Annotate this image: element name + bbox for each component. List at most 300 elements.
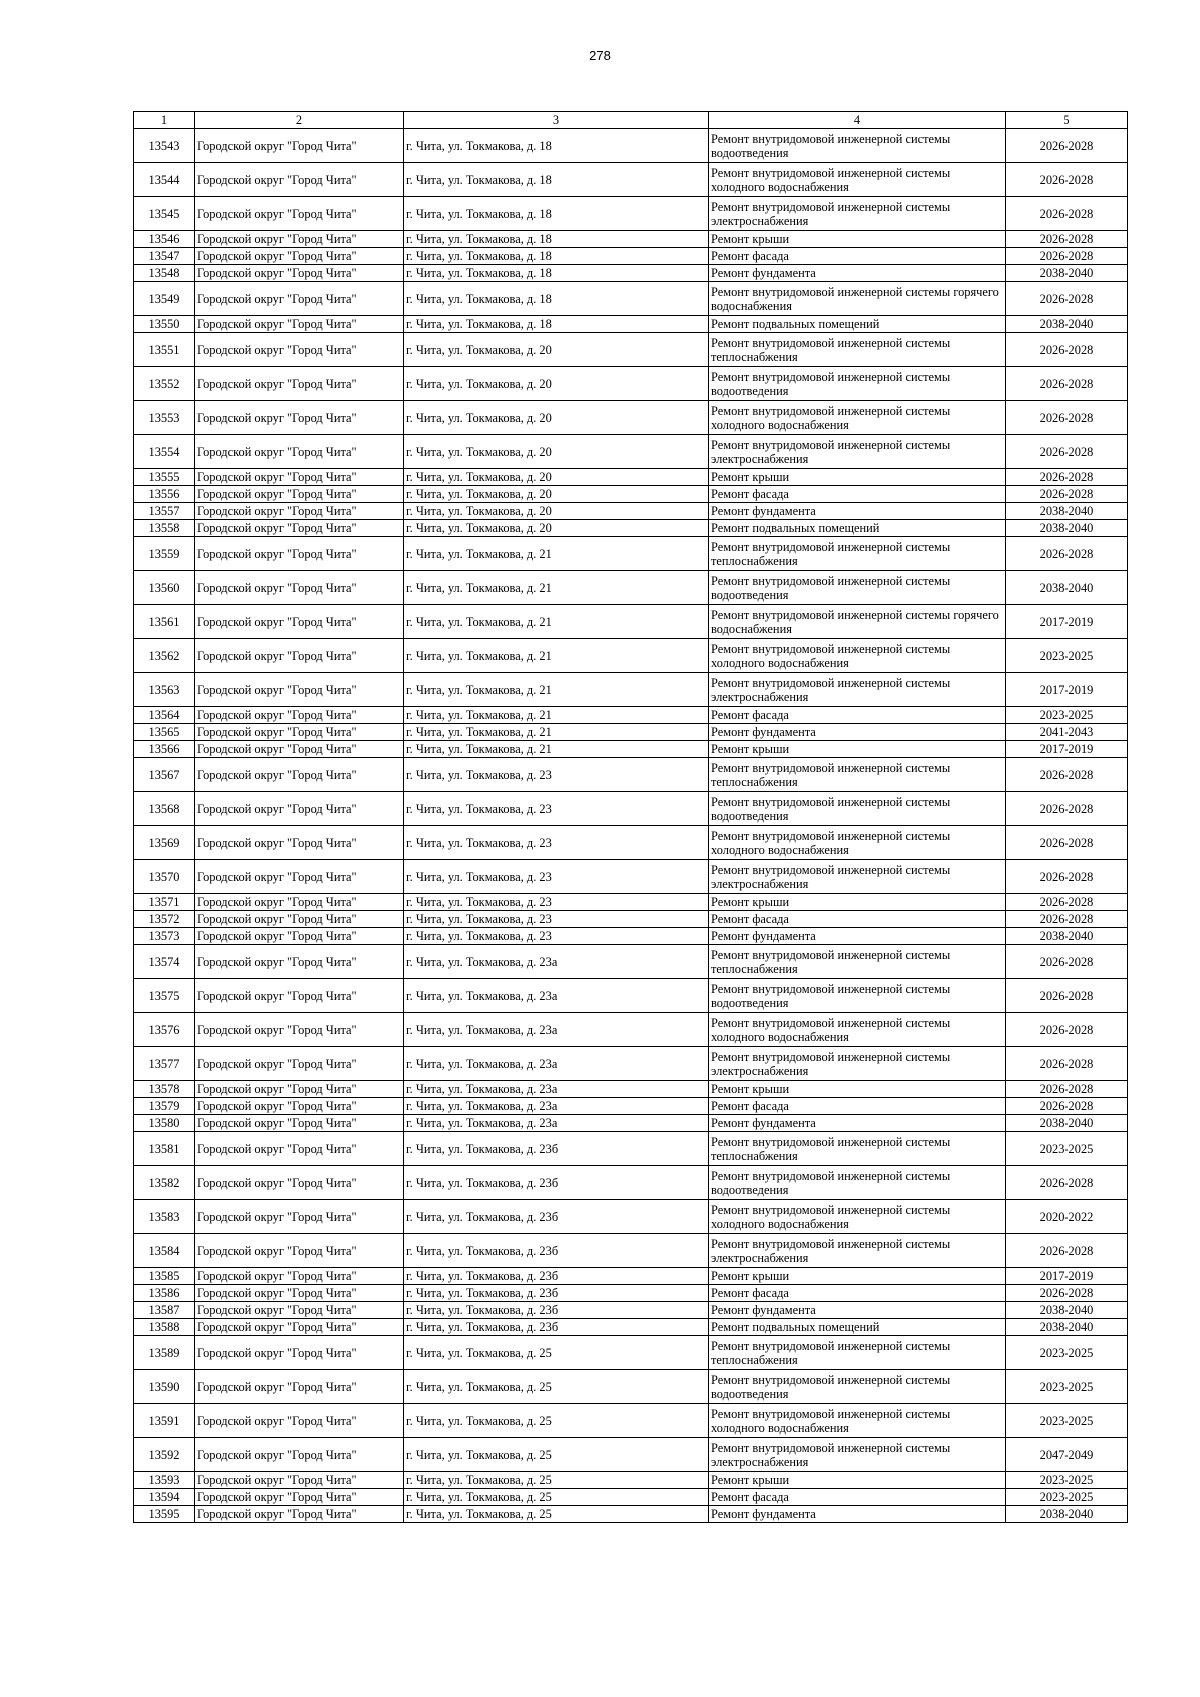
table-row (134, 1047, 1128, 1081)
row-number: 13570 (134, 860, 195, 894)
address-cell: г. Чита, ул. Токмакова, д. 20 (404, 486, 709, 503)
municipality-cell: Городской округ "Город Чита" (195, 282, 404, 316)
address-cell: г. Чита, ул. Токмакова, д. 20 (404, 333, 709, 367)
row-number: 13594 (134, 1489, 195, 1506)
work-type-cell: Ремонт крыши (709, 231, 1006, 248)
table-row (134, 1370, 1128, 1404)
row-number: 13574 (134, 945, 195, 979)
municipality-cell: Городской округ "Город Чита" (195, 1302, 404, 1319)
row-number: 13582 (134, 1166, 195, 1200)
row-number: 13555 (134, 469, 195, 486)
period-cell: 2017-2019 (1006, 1268, 1128, 1285)
period-cell: 2026-2028 (1006, 945, 1128, 979)
municipality-cell: Городской округ "Город Чита" (195, 792, 404, 826)
address-cell: г. Чита, ул. Токмакова, д. 21 (404, 605, 709, 639)
column-header: 5 (1006, 112, 1128, 129)
row-number: 13554 (134, 435, 195, 469)
work-type-cell: Ремонт подвальных помещений (709, 1319, 1006, 1336)
work-type-cell: Ремонт внутридомовой инженерной системы электроснабжения (709, 435, 1006, 469)
table-row (134, 537, 1128, 571)
work-type-cell: Ремонт внутридомовой инженерной системы холодного водоснабжения (709, 401, 1006, 435)
work-type-cell: Ремонт фасада (709, 486, 1006, 503)
municipality-cell: Городской округ "Город Чита" (195, 520, 404, 537)
row-number: 13573 (134, 928, 195, 945)
address-cell: г. Чита, ул. Токмакова, д. 23 (404, 860, 709, 894)
address-cell: г. Чита, ул. Токмакова, д. 23 (404, 894, 709, 911)
address-cell: г. Чита, ул. Токмакова, д. 23 (404, 826, 709, 860)
row-number: 13577 (134, 1047, 195, 1081)
work-type-cell: Ремонт фундамента (709, 724, 1006, 741)
period-cell: 2026-2028 (1006, 826, 1128, 860)
row-number: 13580 (134, 1115, 195, 1132)
municipality-cell: Городской округ "Город Чита" (195, 503, 404, 520)
work-type-cell: Ремонт фасада (709, 248, 1006, 265)
address-cell: г. Чита, ул. Токмакова, д. 23б (404, 1132, 709, 1166)
period-cell: 2026-2028 (1006, 129, 1128, 163)
municipality-cell: Городской округ "Город Чита" (195, 316, 404, 333)
work-type-cell: Ремонт крыши (709, 1472, 1006, 1489)
work-type-cell: Ремонт фундамента (709, 928, 1006, 945)
work-type-cell: Ремонт внутридомовой инженерной системы холодного водоснабжения (709, 1200, 1006, 1234)
municipality-cell: Городской округ "Город Чита" (195, 1013, 404, 1047)
municipality-cell: Городской округ "Город Чита" (195, 1370, 404, 1404)
address-cell: г. Чита, ул. Токмакова, д. 23а (404, 1098, 709, 1115)
municipality-cell: Городской округ "Город Чита" (195, 129, 404, 163)
table-row (134, 741, 1128, 758)
address-cell: г. Чита, ул. Токмакова, д. 23а (404, 1115, 709, 1132)
work-type-cell: Ремонт крыши (709, 1268, 1006, 1285)
period-cell: 2020-2022 (1006, 1200, 1128, 1234)
address-cell: г. Чита, ул. Токмакова, д. 25 (404, 1472, 709, 1489)
row-number: 13583 (134, 1200, 195, 1234)
address-cell: г. Чита, ул. Токмакова, д. 18 (404, 129, 709, 163)
period-cell: 2038-2040 (1006, 265, 1128, 282)
row-number: 13549 (134, 282, 195, 316)
address-cell: г. Чита, ул. Токмакова, д. 23 (404, 928, 709, 945)
address-cell: г. Чита, ул. Токмакова, д. 18 (404, 163, 709, 197)
address-cell: г. Чита, ул. Токмакова, д. 20 (404, 367, 709, 401)
period-cell: 2023-2025 (1006, 1489, 1128, 1506)
municipality-cell: Городской округ "Город Чита" (195, 1336, 404, 1370)
work-type-cell: Ремонт внутридомовой инженерной системы электроснабжения (709, 1438, 1006, 1472)
table-row (134, 1081, 1128, 1098)
work-type-cell: Ремонт фундамента (709, 1302, 1006, 1319)
work-type-cell: Ремонт внутридомовой инженерной системы электроснабжения (709, 673, 1006, 707)
work-type-cell: Ремонт фасада (709, 1285, 1006, 1302)
address-cell: г. Чита, ул. Токмакова, д. 23а (404, 1047, 709, 1081)
municipality-cell: Городской округ "Город Чита" (195, 1166, 404, 1200)
address-cell: г. Чита, ул. Токмакова, д. 23б (404, 1234, 709, 1268)
period-cell: 2026-2028 (1006, 1013, 1128, 1047)
period-cell: 2038-2040 (1006, 1319, 1128, 1336)
address-cell: г. Чита, ул. Токмакова, д. 21 (404, 571, 709, 605)
row-number: 13551 (134, 333, 195, 367)
table-row (134, 1472, 1128, 1489)
address-cell: г. Чита, ул. Токмакова, д. 20 (404, 401, 709, 435)
period-cell: 2023-2025 (1006, 1370, 1128, 1404)
address-cell: г. Чита, ул. Токмакова, д. 20 (404, 469, 709, 486)
table-row (134, 605, 1128, 639)
row-number: 13561 (134, 605, 195, 639)
municipality-cell: Городской округ "Город Чита" (195, 1285, 404, 1302)
period-cell: 2026-2028 (1006, 911, 1128, 928)
municipality-cell: Городской округ "Город Чита" (195, 979, 404, 1013)
capital-repair-table (133, 111, 1128, 1523)
table-row (134, 911, 1128, 928)
row-number: 13545 (134, 197, 195, 231)
municipality-cell: Городской округ "Город Чита" (195, 163, 404, 197)
municipality-cell: Городской округ "Город Чита" (195, 1047, 404, 1081)
row-number: 13587 (134, 1302, 195, 1319)
work-type-cell: Ремонт фундамента (709, 265, 1006, 282)
period-cell: 2026-2028 (1006, 248, 1128, 265)
work-type-cell: Ремонт внутридомовой инженерной системы водоотведения (709, 1370, 1006, 1404)
municipality-cell: Городской округ "Город Чита" (195, 1472, 404, 1489)
page-number: 278 (589, 48, 611, 63)
column-number-row (134, 112, 1128, 129)
period-cell: 2026-2028 (1006, 860, 1128, 894)
period-cell: 2017-2019 (1006, 673, 1128, 707)
municipality-cell: Городской округ "Город Чита" (195, 1115, 404, 1132)
address-cell: г. Чита, ул. Токмакова, д. 25 (404, 1506, 709, 1523)
municipality-cell: Городской округ "Город Чита" (195, 248, 404, 265)
row-number: 13579 (134, 1098, 195, 1115)
address-cell: г. Чита, ул. Токмакова, д. 20 (404, 503, 709, 520)
period-cell: 2017-2019 (1006, 605, 1128, 639)
municipality-cell: Городской округ "Город Чита" (195, 435, 404, 469)
table-row (134, 401, 1128, 435)
address-cell: г. Чита, ул. Токмакова, д. 21 (404, 724, 709, 741)
municipality-cell: Городской округ "Город Чита" (195, 826, 404, 860)
row-number: 13543 (134, 129, 195, 163)
work-type-cell: Ремонт крыши (709, 741, 1006, 758)
row-number: 13569 (134, 826, 195, 860)
period-cell: 2026-2028 (1006, 1047, 1128, 1081)
address-cell: г. Чита, ул. Токмакова, д. 25 (404, 1438, 709, 1472)
table-row (134, 1506, 1128, 1523)
work-type-cell: Ремонт внутридомовой инженерной системы теплоснабжения (709, 1132, 1006, 1166)
work-type-cell: Ремонт внутридомовой инженерной системы теплоснабжения (709, 945, 1006, 979)
table-body (134, 129, 1128, 1523)
period-cell: 2026-2028 (1006, 1285, 1128, 1302)
table-row (134, 435, 1128, 469)
municipality-cell: Городской округ "Город Чита" (195, 1404, 404, 1438)
row-number: 13547 (134, 248, 195, 265)
period-cell: 2038-2040 (1006, 520, 1128, 537)
period-cell: 2026-2028 (1006, 537, 1128, 571)
table-row (134, 1268, 1128, 1285)
table-row (134, 231, 1128, 248)
row-number: 13595 (134, 1506, 195, 1523)
municipality-cell: Городской округ "Город Чита" (195, 1438, 404, 1472)
municipality-cell: Городской округ "Город Чита" (195, 741, 404, 758)
row-number: 13571 (134, 894, 195, 911)
row-number: 13556 (134, 486, 195, 503)
address-cell: г. Чита, ул. Токмакова, д. 23б (404, 1319, 709, 1336)
work-type-cell: Ремонт внутридомовой инженерной системы электроснабжения (709, 1234, 1006, 1268)
work-type-cell: Ремонт внутридомовой инженерной системы теплоснабжения (709, 1336, 1006, 1370)
work-type-cell: Ремонт внутридомовой инженерной системы электроснабжения (709, 1047, 1006, 1081)
table-row (134, 520, 1128, 537)
row-number: 13564 (134, 707, 195, 724)
address-cell: г. Чита, ул. Токмакова, д. 23 (404, 758, 709, 792)
row-number: 13593 (134, 1472, 195, 1489)
work-type-cell: Ремонт внутридомовой инженерной системы водоотведения (709, 129, 1006, 163)
period-cell: 2026-2028 (1006, 469, 1128, 486)
row-number: 13563 (134, 673, 195, 707)
address-cell: г. Чита, ул. Токмакова, д. 21 (404, 741, 709, 758)
municipality-cell: Городской округ "Город Чита" (195, 707, 404, 724)
table-row (134, 1302, 1128, 1319)
municipality-cell: Городской округ "Город Чита" (195, 1506, 404, 1523)
municipality-cell: Городской округ "Город Чита" (195, 333, 404, 367)
work-type-cell: Ремонт внутридомовой инженерной системы водоотведения (709, 367, 1006, 401)
municipality-cell: Городской округ "Город Чита" (195, 945, 404, 979)
period-cell: 2023-2025 (1006, 1472, 1128, 1489)
row-number: 13586 (134, 1285, 195, 1302)
address-cell: г. Чита, ул. Токмакова, д. 23 (404, 792, 709, 826)
period-cell: 2038-2040 (1006, 1506, 1128, 1523)
period-cell: 2038-2040 (1006, 503, 1128, 520)
table-row (134, 1285, 1128, 1302)
table-row (134, 1115, 1128, 1132)
table-row (134, 826, 1128, 860)
row-number: 13592 (134, 1438, 195, 1472)
address-cell: г. Чита, ул. Токмакова, д. 23б (404, 1166, 709, 1200)
row-number: 13585 (134, 1268, 195, 1285)
municipality-cell: Городской округ "Город Чита" (195, 469, 404, 486)
work-type-cell: Ремонт внутридомовой инженерной системы водоотведения (709, 571, 1006, 605)
row-number: 13576 (134, 1013, 195, 1047)
address-cell: г. Чита, ул. Токмакова, д. 18 (404, 265, 709, 282)
period-cell: 2026-2028 (1006, 758, 1128, 792)
municipality-cell: Городской округ "Город Чита" (195, 860, 404, 894)
work-type-cell: Ремонт фундамента (709, 1115, 1006, 1132)
period-cell: 2038-2040 (1006, 928, 1128, 945)
work-type-cell: Ремонт внутридомовой инженерной системы холодного водоснабжения (709, 826, 1006, 860)
municipality-cell: Городской округ "Город Чита" (195, 486, 404, 503)
table-row (134, 673, 1128, 707)
row-number: 13544 (134, 163, 195, 197)
row-number: 13548 (134, 265, 195, 282)
period-cell: 2038-2040 (1006, 1115, 1128, 1132)
table-row (134, 129, 1128, 163)
address-cell: г. Чита, ул. Токмакова, д. 18 (404, 231, 709, 248)
municipality-cell: Городской округ "Город Чита" (195, 571, 404, 605)
table-row (134, 758, 1128, 792)
row-number: 13546 (134, 231, 195, 248)
row-number: 13572 (134, 911, 195, 928)
period-cell: 2023-2025 (1006, 707, 1128, 724)
work-type-cell: Ремонт внутридомовой инженерной системы холодного водоснабжения (709, 1404, 1006, 1438)
table-row (134, 1319, 1128, 1336)
table-row (134, 1013, 1128, 1047)
table-row (134, 1404, 1128, 1438)
row-number: 13565 (134, 724, 195, 741)
row-number: 13589 (134, 1336, 195, 1370)
row-number: 13568 (134, 792, 195, 826)
municipality-cell: Городской округ "Город Чита" (195, 1200, 404, 1234)
municipality-cell: Городской округ "Город Чита" (195, 928, 404, 945)
period-cell: 2026-2028 (1006, 231, 1128, 248)
period-cell: 2026-2028 (1006, 367, 1128, 401)
work-type-cell: Ремонт внутридомовой инженерной системы электроснабжения (709, 860, 1006, 894)
table-row (134, 469, 1128, 486)
table-row (134, 639, 1128, 673)
period-cell: 2047-2049 (1006, 1438, 1128, 1472)
row-number: 13581 (134, 1132, 195, 1166)
address-cell: г. Чита, ул. Токмакова, д. 21 (404, 639, 709, 673)
work-type-cell: Ремонт внутридомовой инженерной системы холодного водоснабжения (709, 639, 1006, 673)
table-row (134, 248, 1128, 265)
municipality-cell: Городской округ "Город Чита" (195, 758, 404, 792)
address-cell: г. Чита, ул. Токмакова, д. 18 (404, 197, 709, 231)
period-cell: 2017-2019 (1006, 741, 1128, 758)
work-type-cell: Ремонт фасада (709, 1098, 1006, 1115)
period-cell: 2026-2028 (1006, 486, 1128, 503)
period-cell: 2026-2028 (1006, 979, 1128, 1013)
table-row (134, 724, 1128, 741)
row-number: 13567 (134, 758, 195, 792)
table-row (134, 1132, 1128, 1166)
row-number: 13558 (134, 520, 195, 537)
period-cell: 2026-2028 (1006, 1098, 1128, 1115)
table-row (134, 1234, 1128, 1268)
address-cell: г. Чита, ул. Токмакова, д. 18 (404, 316, 709, 333)
period-cell: 2026-2028 (1006, 894, 1128, 911)
table-row (134, 571, 1128, 605)
column-header: 1 (134, 112, 195, 129)
table-row (134, 197, 1128, 231)
work-type-cell: Ремонт внутридомовой инженерной системы теплоснабжения (709, 758, 1006, 792)
address-cell: г. Чита, ул. Токмакова, д. 21 (404, 673, 709, 707)
municipality-cell: Городской округ "Город Чита" (195, 1489, 404, 1506)
address-cell: г. Чита, ул. Токмакова, д. 21 (404, 707, 709, 724)
period-cell: 2038-2040 (1006, 571, 1128, 605)
municipality-cell: Городской округ "Город Чита" (195, 537, 404, 571)
column-header: 4 (709, 112, 1006, 129)
table-row (134, 333, 1128, 367)
address-cell: г. Чита, ул. Токмакова, д. 25 (404, 1336, 709, 1370)
municipality-cell: Городской округ "Город Чита" (195, 231, 404, 248)
address-cell: г. Чита, ул. Токмакова, д. 23а (404, 979, 709, 1013)
municipality-cell: Городской округ "Город Чита" (195, 367, 404, 401)
address-cell: г. Чита, ул. Токмакова, д. 23б (404, 1302, 709, 1319)
municipality-cell: Городской округ "Город Чита" (195, 265, 404, 282)
municipality-cell: Городской округ "Город Чита" (195, 1081, 404, 1098)
address-cell: г. Чита, ул. Токмакова, д. 18 (404, 282, 709, 316)
municipality-cell: Городской округ "Город Чита" (195, 401, 404, 435)
work-type-cell: Ремонт внутридомовой инженерной системы теплоснабжения (709, 537, 1006, 571)
work-type-cell: Ремонт фундамента (709, 503, 1006, 520)
work-type-cell: Ремонт крыши (709, 469, 1006, 486)
work-type-cell: Ремонт крыши (709, 894, 1006, 911)
work-type-cell: Ремонт внутридомовой инженерной системы электроснабжения (709, 197, 1006, 231)
work-type-cell: Ремонт фасада (709, 707, 1006, 724)
period-cell: 2023-2025 (1006, 639, 1128, 673)
table-row (134, 1098, 1128, 1115)
period-cell: 2023-2025 (1006, 1336, 1128, 1370)
work-type-cell: Ремонт внутридомовой инженерной системы теплоснабжения (709, 333, 1006, 367)
period-cell: 2026-2028 (1006, 197, 1128, 231)
address-cell: г. Чита, ул. Токмакова, д. 23б (404, 1268, 709, 1285)
work-type-cell: Ремонт внутридомовой инженерной системы горячего водоснабжения (709, 605, 1006, 639)
work-type-cell: Ремонт подвальных помещений (709, 520, 1006, 537)
work-type-cell: Ремонт внутридомовой инженерной системы холодного водоснабжения (709, 1013, 1006, 1047)
table-row (134, 945, 1128, 979)
table-row (134, 1438, 1128, 1472)
table-row (134, 316, 1128, 333)
work-type-cell: Ремонт крыши (709, 1081, 1006, 1098)
row-number: 13590 (134, 1370, 195, 1404)
work-type-cell: Ремонт внутридомовой инженерной системы горячего водоснабжения (709, 282, 1006, 316)
address-cell: г. Чита, ул. Токмакова, д. 25 (404, 1489, 709, 1506)
period-cell: 2026-2028 (1006, 1081, 1128, 1098)
table-row (134, 894, 1128, 911)
row-number: 13562 (134, 639, 195, 673)
row-number: 13575 (134, 979, 195, 1013)
period-cell: 2026-2028 (1006, 792, 1128, 826)
table-row (134, 367, 1128, 401)
row-number: 13557 (134, 503, 195, 520)
period-cell: 2038-2040 (1006, 316, 1128, 333)
municipality-cell: Городской округ "Город Чита" (195, 1268, 404, 1285)
address-cell: г. Чита, ул. Токмакова, д. 25 (404, 1370, 709, 1404)
municipality-cell: Городской округ "Город Чита" (195, 1234, 404, 1268)
table-row (134, 707, 1128, 724)
work-type-cell: Ремонт фундамента (709, 1506, 1006, 1523)
address-cell: г. Чита, ул. Токмакова, д. 18 (404, 248, 709, 265)
row-number: 13553 (134, 401, 195, 435)
address-cell: г. Чита, ул. Токмакова, д. 20 (404, 520, 709, 537)
row-number: 13560 (134, 571, 195, 605)
row-number: 13559 (134, 537, 195, 571)
row-number: 13566 (134, 741, 195, 758)
column-header: 2 (195, 112, 404, 129)
row-number: 13578 (134, 1081, 195, 1098)
table-row (134, 282, 1128, 316)
work-type-cell: Ремонт подвальных помещений (709, 316, 1006, 333)
municipality-cell: Городской округ "Город Чита" (195, 1098, 404, 1115)
municipality-cell: Городской округ "Город Чита" (195, 1319, 404, 1336)
work-type-cell: Ремонт фасада (709, 1489, 1006, 1506)
table-row (134, 1489, 1128, 1506)
table-row (134, 163, 1128, 197)
period-cell: 2026-2028 (1006, 435, 1128, 469)
address-cell: г. Чита, ул. Токмакова, д. 20 (404, 435, 709, 469)
period-cell: 2041-2043 (1006, 724, 1128, 741)
address-cell: г. Чита, ул. Токмакова, д. 23а (404, 1013, 709, 1047)
period-cell: 2026-2028 (1006, 163, 1128, 197)
table-row (134, 503, 1128, 520)
period-cell: 2026-2028 (1006, 333, 1128, 367)
municipality-cell: Городской округ "Город Чита" (195, 724, 404, 741)
column-header: 3 (404, 112, 709, 129)
table-row (134, 265, 1128, 282)
municipality-cell: Городской округ "Город Чита" (195, 605, 404, 639)
table-row (134, 1166, 1128, 1200)
period-cell: 2026-2028 (1006, 282, 1128, 316)
work-type-cell: Ремонт внутридомовой инженерной системы водоотведения (709, 792, 1006, 826)
row-number: 13552 (134, 367, 195, 401)
period-cell: 2023-2025 (1006, 1404, 1128, 1438)
municipality-cell: Городской округ "Город Чита" (195, 639, 404, 673)
work-type-cell: Ремонт фасада (709, 911, 1006, 928)
municipality-cell: Городской округ "Город Чита" (195, 673, 404, 707)
table-row (134, 860, 1128, 894)
municipality-cell: Городской округ "Город Чита" (195, 911, 404, 928)
table-row (134, 1336, 1128, 1370)
